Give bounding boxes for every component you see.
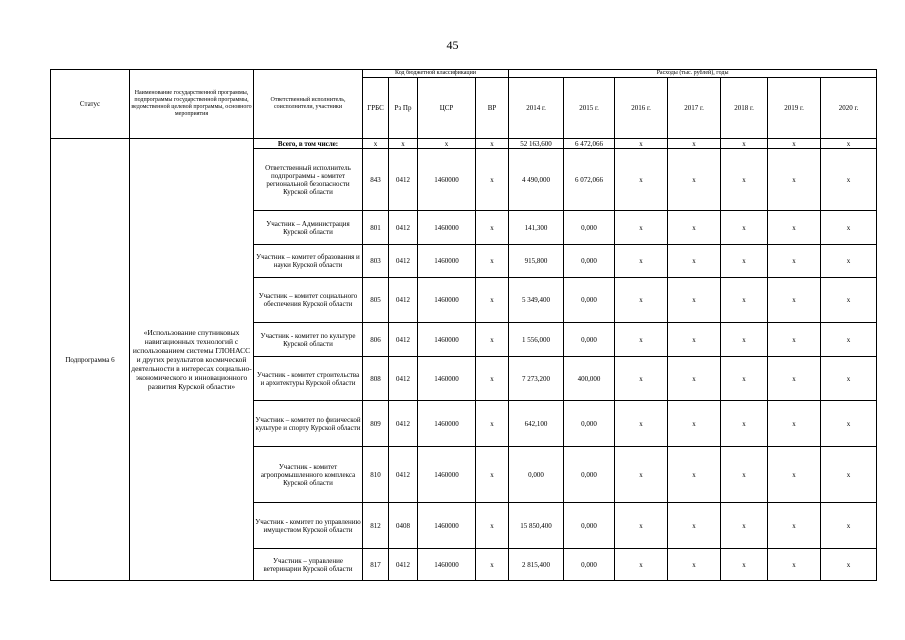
amount-cell: 642,100 [509, 401, 564, 447]
csr-cell: 1460000 [418, 503, 476, 549]
rzpr-cell: 0412 [389, 549, 418, 581]
amount-cell: x [768, 503, 821, 549]
executor-cell: Ответственный исполнитель подпрограммы - комитет региональной безопасности Курской области [254, 149, 363, 211]
grbs-cell: 843 [363, 149, 389, 211]
amount-cell: x [768, 149, 821, 211]
amount-cell: x [721, 245, 768, 278]
amount-cell: x [721, 447, 768, 503]
amount-cell: x [821, 503, 877, 549]
amount-cell: 0,000 [564, 323, 615, 357]
amount-cell: x [668, 357, 721, 401]
program-name-cell: «Использование спутниковых навигационных технологий с использованием системы ГЛОНАСС и других результатов космической деятельности в интересах социально-экономического и инновационного развития Курской области» [130, 139, 254, 581]
rzpr-cell: 0408 [389, 503, 418, 549]
amount-cell: x [821, 401, 877, 447]
csr-cell: 1460000 [418, 245, 476, 278]
rzpr-cell: 0412 [389, 245, 418, 278]
executor-header: Ответственный исполнитель, соисполнители, участники [254, 70, 363, 139]
amount-cell: 0,000 [564, 503, 615, 549]
year-header: 2014 г. [509, 78, 564, 139]
rzpr-cell: 0412 [389, 211, 418, 245]
amount-cell: x [768, 447, 821, 503]
amount-cell: x [721, 149, 768, 211]
amount-cell: 52 163,600 [509, 139, 564, 149]
executor-cell: Участник - комитет агропромышленного комплекса Курской области [254, 447, 363, 503]
csr-cell: 1460000 [418, 149, 476, 211]
csr-cell: 1460000 [418, 323, 476, 357]
year-header: 2016 г. [615, 78, 668, 139]
year-header: 2017 г. [668, 78, 721, 139]
csr-cell: 1460000 [418, 401, 476, 447]
executor-cell: Участник – комитет образования и науки Курской области [254, 245, 363, 278]
amount-cell: 141,300 [509, 211, 564, 245]
amount-cell: 0,000 [564, 245, 615, 278]
amount-cell: x [821, 139, 877, 149]
amount-cell: x [668, 139, 721, 149]
amount-cell: x [615, 503, 668, 549]
grbs-cell: x [363, 139, 389, 149]
rzpr-cell: 0412 [389, 401, 418, 447]
amount-cell: x [821, 211, 877, 245]
amount-cell: 0,000 [564, 278, 615, 323]
csr-cell: 1460000 [418, 447, 476, 503]
amount-cell: 400,000 [564, 357, 615, 401]
rzpr-header: Рз Пр [389, 78, 418, 139]
amount-cell: x [615, 245, 668, 278]
budget-code-group-header: Код бюджетной классификации [363, 70, 509, 78]
vr-cell: x [476, 245, 509, 278]
amount-cell: 0,000 [564, 401, 615, 447]
amount-cell: x [768, 549, 821, 581]
grbs-cell: 810 [363, 447, 389, 503]
status-cell: Подпрограмма 6 [51, 139, 130, 581]
vr-cell: x [476, 323, 509, 357]
amount-cell: x [821, 323, 877, 357]
year-header: 2015 г. [564, 78, 615, 139]
amount-cell: x [821, 278, 877, 323]
rzpr-cell: 0412 [389, 278, 418, 323]
amount-cell: x [768, 278, 821, 323]
amount-cell: x [768, 245, 821, 278]
vr-cell: x [476, 211, 509, 245]
executor-cell: Участник – комитет социального обеспечения Курской области [254, 278, 363, 323]
csr-header: ЦСР [418, 78, 476, 139]
amount-cell: x [668, 503, 721, 549]
vr-cell: x [476, 447, 509, 503]
amount-cell: x [721, 139, 768, 149]
csr-cell: x [418, 139, 476, 149]
amount-cell: x [668, 447, 721, 503]
rzpr-cell: 0412 [389, 323, 418, 357]
budget-table [50, 69, 877, 581]
executor-cell: Участник - комитет по культуре Курской области [254, 323, 363, 357]
rzpr-cell: 0412 [389, 447, 418, 503]
executor-cell: Участник – комитет по физической культуре и спорту Курской области [254, 401, 363, 447]
rzpr-cell: 0412 [389, 357, 418, 401]
amount-cell: x [821, 245, 877, 278]
amount-cell: 915,800 [509, 245, 564, 278]
amount-cell: x [721, 211, 768, 245]
grbs-cell: 805 [363, 278, 389, 323]
amount-cell: 0,000 [564, 549, 615, 581]
amount-cell: x [615, 323, 668, 357]
amount-cell: x [768, 357, 821, 401]
csr-cell: 1460000 [418, 278, 476, 323]
rzpr-cell: 0412 [389, 149, 418, 211]
name-header: Наименование государственной программы, подпрограммы государственной программы, ведомственной целевой программы, основного мероприятия [130, 70, 254, 139]
amount-cell: x [615, 211, 668, 245]
amount-cell: 2 815,400 [509, 549, 564, 581]
csr-cell: 1460000 [418, 211, 476, 245]
amount-cell: x [668, 401, 721, 447]
amount-cell: 0,000 [564, 211, 615, 245]
year-header: 2018 г. [721, 78, 768, 139]
amount-cell: x [768, 139, 821, 149]
amount-cell: x [668, 549, 721, 581]
amount-cell: x [721, 278, 768, 323]
vr-cell: x [476, 401, 509, 447]
vr-cell: x [476, 149, 509, 211]
amount-cell: x [668, 149, 721, 211]
amount-cell: 5 349,400 [509, 278, 564, 323]
executor-cell: Всего, в том числе: [254, 139, 363, 149]
amount-cell: x [668, 278, 721, 323]
vr-cell: x [476, 139, 509, 149]
table-row-total [51, 139, 877, 149]
grbs-cell: 806 [363, 323, 389, 357]
amount-cell: x [615, 278, 668, 323]
csr-cell: 1460000 [418, 357, 476, 401]
grbs-cell: 808 [363, 357, 389, 401]
amount-cell: x [615, 401, 668, 447]
amount-cell: x [668, 323, 721, 357]
amount-cell: x [821, 447, 877, 503]
amount-cell: x [768, 211, 821, 245]
amount-cell: x [615, 149, 668, 211]
page-number: 45 [446, 38, 459, 52]
amount-cell: 15 850,400 [509, 503, 564, 549]
vr-cell: x [476, 549, 509, 581]
amount-cell: x [721, 503, 768, 549]
amount-cell: x [721, 323, 768, 357]
executor-cell: Участник - комитет по управлению имуществом Курской области [254, 503, 363, 549]
amount-cell: x [721, 357, 768, 401]
amount-cell: 7 273,200 [509, 357, 564, 401]
executor-cell: Участник – управление ветеринарии Курской области [254, 549, 363, 581]
amount-cell: x [821, 549, 877, 581]
grbs-header: ГРБС [363, 78, 389, 139]
amount-cell: x [615, 139, 668, 149]
amount-cell: x [615, 447, 668, 503]
vr-cell: x [476, 278, 509, 323]
year-header: 2019 г. [768, 78, 821, 139]
amount-cell: 6 072,066 [564, 149, 615, 211]
amount-cell: x [768, 401, 821, 447]
executor-cell: Участник - комитет строительства и архитектуры Курской области [254, 357, 363, 401]
amount-cell: x [668, 211, 721, 245]
grbs-cell: 809 [363, 401, 389, 447]
amount-cell: 6 472,066 [564, 139, 615, 149]
vr-cell: x [476, 503, 509, 549]
amount-cell: x [668, 245, 721, 278]
vr-cell: x [476, 357, 509, 401]
amount-cell: 4 490,000 [509, 149, 564, 211]
executor-cell: Участник – Администрация Курской области [254, 211, 363, 245]
amount-cell: x [615, 357, 668, 401]
expenses-group-header: Расходы (тыс. рублей), годы [509, 70, 877, 78]
grbs-cell: 803 [363, 245, 389, 278]
grbs-cell: 801 [363, 211, 389, 245]
year-header: 2020 г. [821, 78, 877, 139]
grbs-cell: 812 [363, 503, 389, 549]
amount-cell: 0,000 [564, 447, 615, 503]
amount-cell: x [821, 149, 877, 211]
amount-cell: 1 556,000 [509, 323, 564, 357]
amount-cell: x [615, 549, 668, 581]
rzpr-cell: x [389, 139, 418, 149]
csr-cell: 1460000 [418, 549, 476, 581]
amount-cell: 0,000 [509, 447, 564, 503]
status-header: Статус [51, 70, 130, 139]
amount-cell: x [768, 323, 821, 357]
amount-cell: x [721, 401, 768, 447]
amount-cell: x [721, 549, 768, 581]
vr-header: ВР [476, 78, 509, 139]
amount-cell: x [821, 357, 877, 401]
grbs-cell: 817 [363, 549, 389, 581]
